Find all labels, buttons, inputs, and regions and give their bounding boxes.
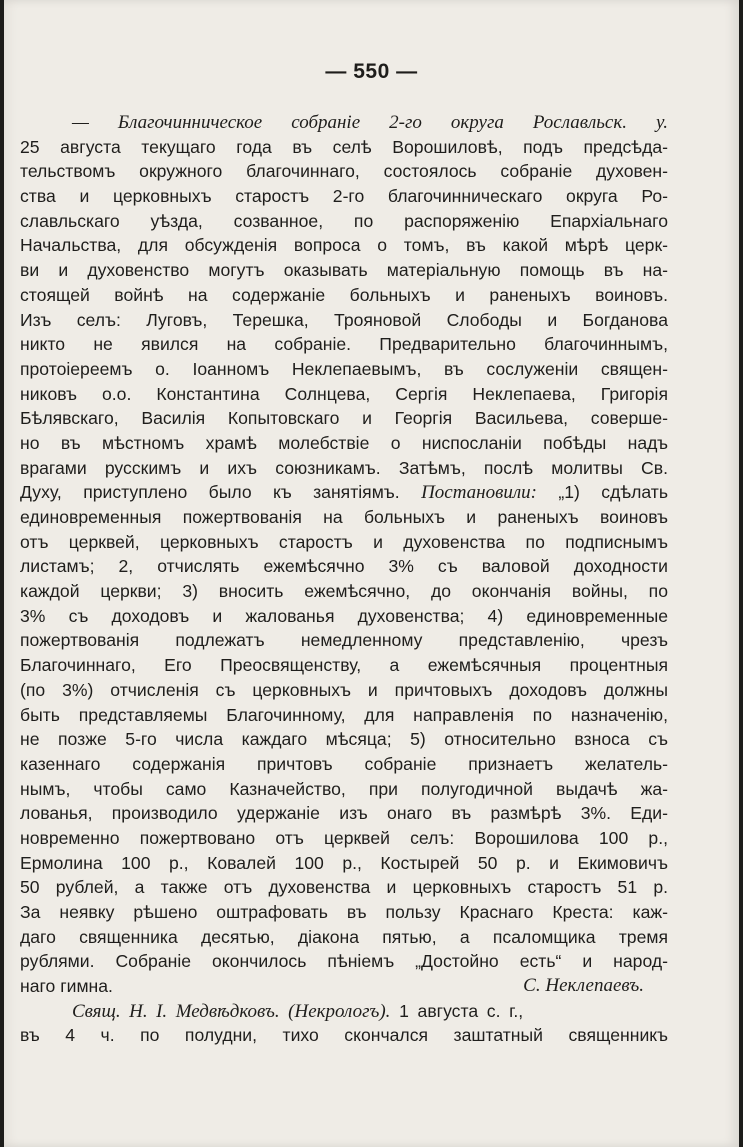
- article-line: пожертвованія подлежатъ немедленному представленію, чрезъ: [20, 630, 668, 651]
- obituary-line: въ 4 ч. по полудни, тихо скончался заштатный священникъ: [20, 1025, 668, 1046]
- article-line: тельствомъ окружного благочиннаго, состоялось собраніе духовен-: [20, 161, 668, 182]
- article-line: никто не явился на собраніе. Предварительно благочиннымъ,: [20, 334, 668, 355]
- article-line: даго священника десятью, діакона пятью, а псаломщика тремя: [20, 926, 668, 947]
- article-line: Бѣлявскаго, Василія Копытовскаго и Георгія Васильева, соверше-: [20, 408, 668, 429]
- article-line: каждой церкви; 3) вносить ежемѣсячно, до окончанія войны, по: [20, 581, 668, 602]
- article-line: протоіереемъ о. Іоанномъ Неклепаевымъ, въ сослуженіи священ-: [20, 358, 668, 379]
- article-text: [20, 110, 668, 1048]
- obituary-title: Свящ. Н. І. Медвѣдковъ. (Некрологъ).: [72, 1000, 391, 1022]
- obituary-first-line: [20, 999, 668, 1024]
- article-line: 3% съ доходовъ и жалованья духовенства; 4) единовременные: [20, 605, 668, 626]
- article-line: Благочиннаго, Его Преосвященству, а ежемѣсячныя процентныя: [20, 655, 668, 676]
- resolution-suffix: „1) сдѣлать: [558, 482, 669, 503]
- article-line: 25 августа текущаго года въ селѣ Ворошиловѣ, подъ предсѣда-: [20, 136, 668, 157]
- page-number: — 550 —: [325, 60, 418, 83]
- resolution-prefix: Духу, приступлено было къ занятіямъ.: [20, 482, 400, 503]
- article-final-text: наго гимна.: [20, 976, 113, 997]
- article-closing-line: [20, 974, 668, 999]
- article-line: За неявку рѣшено оштрафовать въ пользу Краснаго Креста: каж-: [20, 902, 668, 922]
- article-line: Начальства, для обсужденія вопроса о томъ, въ какой мѣрѣ церк-: [20, 235, 668, 256]
- article-line: листамъ; 2, отчислять ежемѣсячно 3% съ валовой доходности: [20, 556, 668, 577]
- article-line: лованья, производило удержаніе изъ онаго въ размѣрѣ 3%. Еди-: [20, 803, 668, 824]
- article-line: новременно пожертвовано отъ церквей селъ: Ворошилова 100 р.,: [20, 827, 668, 848]
- article-line: казеннаго содержанія причтовъ собраніе признаетъ желатель-: [20, 753, 668, 774]
- article-line: стоящей войнѣ на содержаніе больныхъ и раненыхъ воиновъ.: [20, 284, 668, 305]
- article-signature: С. Неклепаевъ.: [523, 975, 644, 997]
- resolution-line: [20, 480, 668, 505]
- article-line: быть представляемы Благочинному, для направленія по назначенію,: [20, 704, 668, 725]
- article-line: Изъ селъ: Луговъ, Терешка, Трояновой Слободы и Богданова: [20, 309, 668, 330]
- article-line: Ермолина 100 р., Ковалей 100 р., Костырей 50 р. и Екимовичъ: [20, 852, 668, 873]
- article-heading-text: — Благочинническое собраніе 2-го округа Рославльск. у.: [72, 112, 668, 133]
- article-line: славльскаго уѣзда, созванное, по распоряженію Епархіальнаго: [20, 210, 668, 231]
- article-line: 50 рублей, а также отъ духовенства и церковныхъ старостъ 51 р.: [20, 877, 668, 898]
- article-line: но въ мѣстномъ храмѣ молебствіе о ниспосланіи побѣды надъ: [20, 432, 668, 453]
- book-page: [4, 0, 739, 1147]
- article-line: (по 3%) отчисленія съ церковныхъ и причтовыхъ доходовъ должны: [20, 679, 668, 700]
- article-line: никовъ о.о. Константина Солнцева, Сергія Неклепаева, Григорія: [20, 383, 668, 404]
- article-line: ви и духовенство могутъ оказывать матеріальную помощь въ на-: [20, 260, 668, 281]
- article-line: не позже 5-го числа каждаго мѣсяца; 5) относительно взноса съ: [20, 729, 668, 750]
- article-heading: [20, 110, 668, 135]
- article-line: отъ церквей, церковныхъ старостъ и духовенства по подписнымъ: [20, 531, 668, 552]
- article-line: рублями. Собраніе окончилось пѣніемъ „Достойно есть“ и народ-: [20, 951, 668, 972]
- article-line: ства и церковныхъ старостъ 2-го благочинническаго округа Ро-: [20, 186, 668, 207]
- obituary-first-line-rest: 1 августа с. г.,: [399, 1000, 524, 1021]
- resolution-word: Постановили:: [421, 482, 537, 504]
- article-line: врагами русскимъ и ихъ союзникамъ. Затѣмъ, послѣ молитвы Св.: [20, 457, 668, 478]
- article-line: нымъ, чтобы само Казначейство, при полугодичной выдачѣ жа-: [20, 778, 668, 799]
- article-line: единовременныя пожертвованія на больныхъ и раненыхъ воиновъ: [20, 507, 668, 527]
